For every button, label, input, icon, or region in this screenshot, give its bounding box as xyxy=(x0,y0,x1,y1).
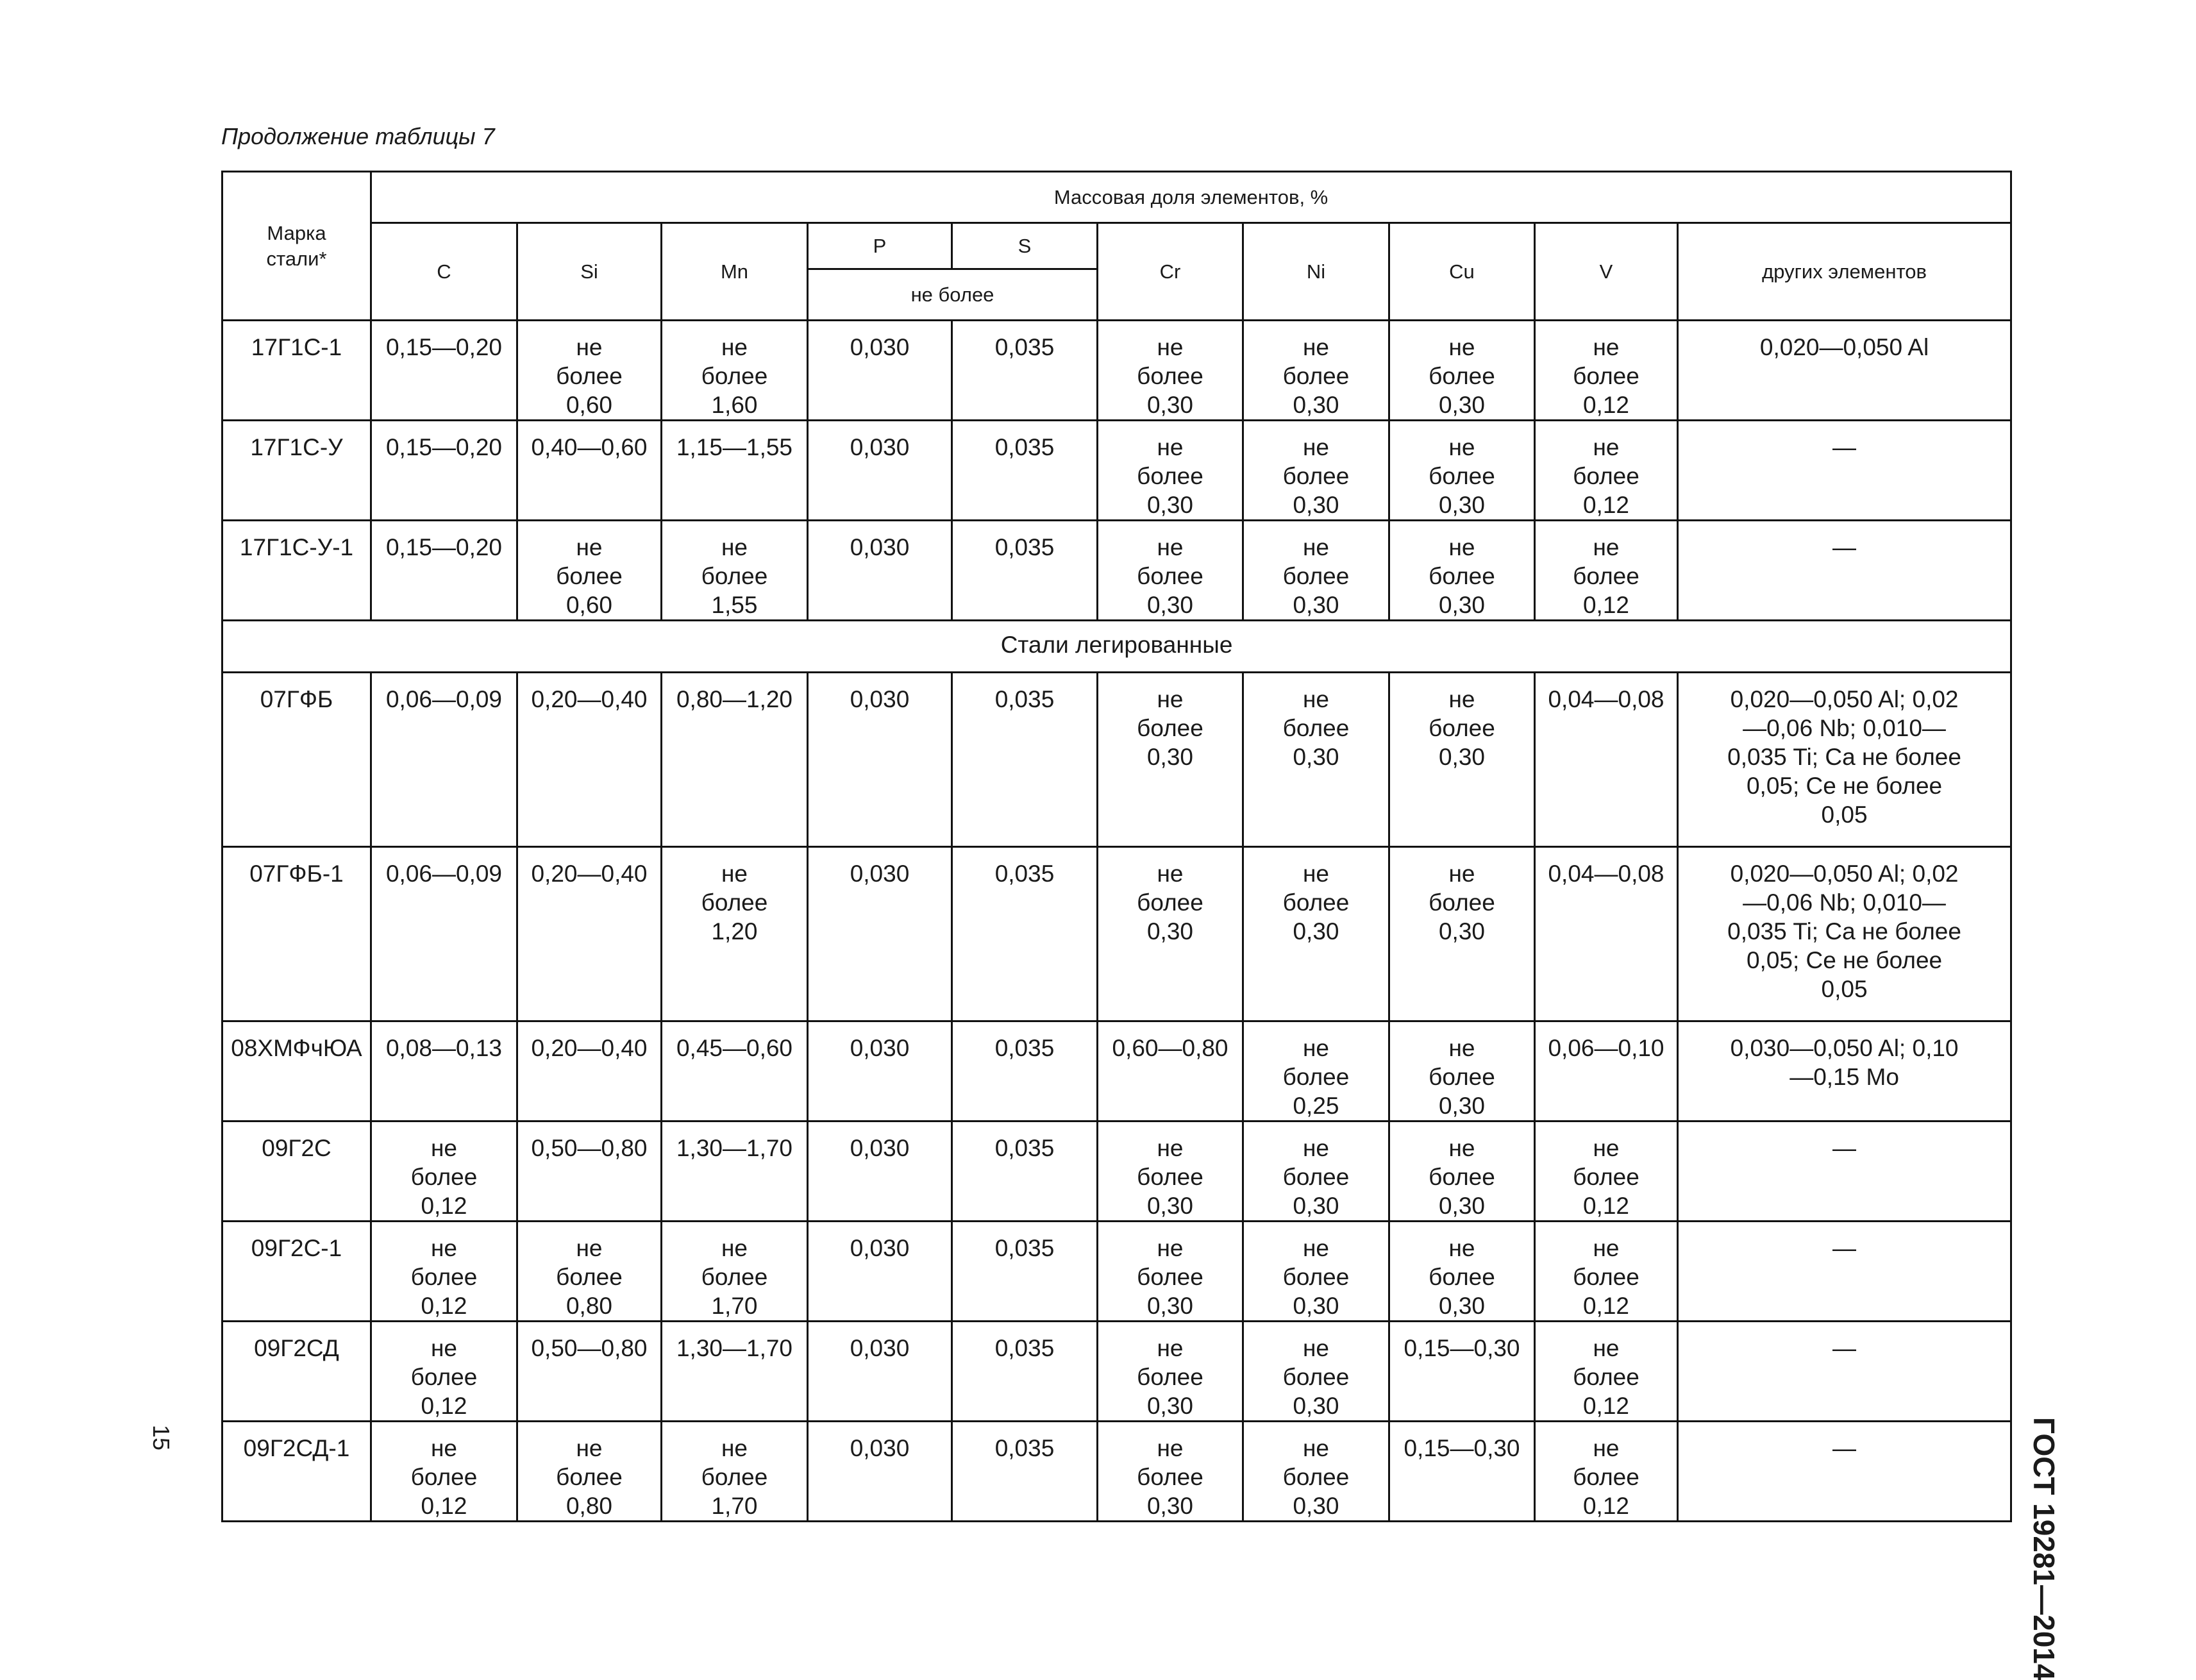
cell-p: 0,030 xyxy=(808,521,952,621)
cell-s: 0,035 xyxy=(952,673,1098,847)
cell-c: 0,15—0,20 xyxy=(371,521,517,621)
cell-v: не более 0,12 xyxy=(1535,1422,1678,1522)
cell-cr: не более 0,30 xyxy=(1098,673,1243,847)
cell-mn: 1,30—1,70 xyxy=(662,1322,808,1422)
cell-s: 0,035 xyxy=(952,1021,1098,1121)
cell-cu: не более 0,30 xyxy=(1389,673,1535,847)
document-number: ГОСТ 19281—2014 xyxy=(2027,1417,2061,1680)
cell-v: не более 0,12 xyxy=(1535,1222,1678,1322)
cell-cu: не более 0,30 xyxy=(1389,321,1535,421)
header-v: V xyxy=(1535,223,1678,321)
cell-v: не более 0,12 xyxy=(1535,421,1678,521)
cell-si: не более 0,80 xyxy=(517,1422,662,1522)
cell-cr: не более 0,30 xyxy=(1098,1222,1243,1322)
page-number: 15 xyxy=(148,1425,174,1451)
cell-cu: 0,15—0,30 xyxy=(1389,1322,1535,1422)
cell-v: не более 0,12 xyxy=(1535,521,1678,621)
header-cr: Cr xyxy=(1098,223,1243,321)
cell-s: 0,035 xyxy=(952,421,1098,521)
table-row xyxy=(222,1021,2011,1121)
cell-ni: не более 0,30 xyxy=(1243,1121,1389,1222)
header-ni: Ni xyxy=(1243,223,1389,321)
table-row xyxy=(222,1222,2011,1322)
cell-c: 0,15—0,20 xyxy=(371,421,517,521)
grade-header: Марка стали* xyxy=(222,172,371,321)
chemical-composition-table xyxy=(221,171,2012,1522)
cell-c: не более 0,12 xyxy=(371,1322,517,1422)
cell-c: 0,06—0,09 xyxy=(371,847,517,1021)
cell-cr: не более 0,30 xyxy=(1098,421,1243,521)
table-row xyxy=(222,321,2011,421)
cell-mn: 1,15—1,55 xyxy=(662,421,808,521)
cell-cr: не более 0,30 xyxy=(1098,1422,1243,1522)
cell-mn: 0,80—1,20 xyxy=(662,673,808,847)
cell-other: — xyxy=(1678,1222,2011,1322)
table-body-unalloyed xyxy=(222,321,2011,621)
cell-c: 0,08—0,13 xyxy=(371,1021,517,1121)
cell-si: 0,50—0,80 xyxy=(517,1121,662,1222)
header-not-more: не более xyxy=(808,269,1098,321)
cell-ni: не более 0,30 xyxy=(1243,847,1389,1021)
cell-grade: 17Г1С-У-1 xyxy=(222,521,371,621)
cell-grade: 09Г2С-1 xyxy=(222,1222,371,1322)
cell-grade: 07ГФБ xyxy=(222,673,371,847)
cell-v: не более 0,12 xyxy=(1535,1322,1678,1422)
cell-other: — xyxy=(1678,1422,2011,1522)
cell-other: 0,030—0,050 Al; 0,10—0,15 Mo xyxy=(1678,1021,2011,1121)
cell-s: 0,035 xyxy=(952,1422,1098,1522)
cell-grade: 09Г2СД-1 xyxy=(222,1422,371,1522)
cell-mn: не более 1,55 xyxy=(662,521,808,621)
cell-si: 0,50—0,80 xyxy=(517,1322,662,1422)
cell-other: — xyxy=(1678,1121,2011,1222)
cell-cr: не более 0,30 xyxy=(1098,1121,1243,1222)
cell-ni: не более 0,30 xyxy=(1243,521,1389,621)
cell-cu: не более 0,30 xyxy=(1389,1222,1535,1322)
cell-c: не более 0,12 xyxy=(371,1422,517,1522)
cell-v: 0,04—0,08 xyxy=(1535,673,1678,847)
cell-c: 0,06—0,09 xyxy=(371,673,517,847)
cell-other: — xyxy=(1678,521,2011,621)
cell-cr: не более 0,30 xyxy=(1098,321,1243,421)
cell-p: 0,030 xyxy=(808,673,952,847)
cell-ni: не более 0,30 xyxy=(1243,321,1389,421)
table-body-alloyed xyxy=(222,673,2011,1522)
cell-cr: не более 0,30 xyxy=(1098,847,1243,1021)
cell-mn: не более 1,70 xyxy=(662,1222,808,1322)
header-cu: Cu xyxy=(1389,223,1535,321)
header-s: S xyxy=(952,223,1098,269)
cell-si: не более 0,60 xyxy=(517,521,662,621)
cell-mn: не более 1,20 xyxy=(662,847,808,1021)
cell-other: — xyxy=(1678,421,2011,521)
cell-ni: не более 0,25 xyxy=(1243,1021,1389,1121)
cell-other: 0,020—0,050 Al; 0,02—0,06 Nb; 0,010—0,035 Ti; Ca не более 0,05; Ce не более 0,05 xyxy=(1678,673,2011,847)
cell-si: 0,40—0,60 xyxy=(517,421,662,521)
cell-si: 0,20—0,40 xyxy=(517,673,662,847)
cell-cu: не более 0,30 xyxy=(1389,1121,1535,1222)
cell-other: — xyxy=(1678,1322,2011,1422)
section-row xyxy=(222,621,2011,673)
cell-other: 0,020—0,050 Al xyxy=(1678,321,2011,421)
table-row xyxy=(222,1322,2011,1422)
cell-c: не более 0,12 xyxy=(371,1222,517,1322)
cell-grade: 09Г2С xyxy=(222,1121,371,1222)
cell-cu: не более 0,30 xyxy=(1389,521,1535,621)
cell-ni: не более 0,30 xyxy=(1243,1422,1389,1522)
cell-s: 0,035 xyxy=(952,847,1098,1021)
cell-p: 0,030 xyxy=(808,1322,952,1422)
cell-grade: 07ГФБ-1 xyxy=(222,847,371,1021)
cell-s: 0,035 xyxy=(952,1222,1098,1322)
cell-mn: 1,30—1,70 xyxy=(662,1121,808,1222)
cell-p: 0,030 xyxy=(808,1422,952,1522)
cell-v: 0,04—0,08 xyxy=(1535,847,1678,1021)
cell-mn: не более 1,70 xyxy=(662,1422,808,1522)
cell-si: не более 0,60 xyxy=(517,321,662,421)
header-c: C xyxy=(371,223,517,321)
table-row xyxy=(222,673,2011,847)
cell-cu: не более 0,30 xyxy=(1389,1021,1535,1121)
header-mn: Mn xyxy=(662,223,808,321)
cell-cu: не более 0,30 xyxy=(1389,847,1535,1021)
cell-cr: 0,60—0,80 xyxy=(1098,1021,1243,1121)
cell-ni: не более 0,30 xyxy=(1243,421,1389,521)
cell-p: 0,030 xyxy=(808,847,952,1021)
cell-v: не более 0,12 xyxy=(1535,321,1678,421)
table-row xyxy=(222,521,2011,621)
cell-p: 0,030 xyxy=(808,1121,952,1222)
header-p: P xyxy=(808,223,952,269)
cell-grade: 09Г2СД xyxy=(222,1322,371,1422)
cell-mn: не более 1,60 xyxy=(662,321,808,421)
cell-grade: 17Г1С-1 xyxy=(222,321,371,421)
cell-c: 0,15—0,20 xyxy=(371,321,517,421)
cell-mn: 0,45—0,60 xyxy=(662,1021,808,1121)
header-si: Si xyxy=(517,223,662,321)
mass-fraction-header: Массовая доля элементов, % xyxy=(371,172,2011,223)
cell-s: 0,035 xyxy=(952,521,1098,621)
cell-cu: 0,15—0,30 xyxy=(1389,1422,1535,1522)
header-other: других элементов xyxy=(1678,223,2011,321)
cell-ni: не более 0,30 xyxy=(1243,1222,1389,1322)
table-row xyxy=(222,421,2011,521)
cell-si: 0,20—0,40 xyxy=(517,1021,662,1121)
table-row xyxy=(222,847,2011,1021)
cell-grade: 17Г1С-У xyxy=(222,421,371,521)
cell-ni: не более 0,30 xyxy=(1243,1322,1389,1422)
cell-s: 0,035 xyxy=(952,1322,1098,1422)
cell-p: 0,030 xyxy=(808,321,952,421)
cell-p: 0,030 xyxy=(808,1222,952,1322)
table-row xyxy=(222,1422,2011,1522)
cell-grade: 08ХМФчЮА xyxy=(222,1021,371,1121)
cell-s: 0,035 xyxy=(952,321,1098,421)
section-title: Стали легированные xyxy=(222,621,2011,673)
cell-v: не более 0,12 xyxy=(1535,1121,1678,1222)
cell-cu: не более 0,30 xyxy=(1389,421,1535,521)
table-caption: Продолжение таблицы 7 xyxy=(221,123,495,149)
cell-p: 0,030 xyxy=(808,1021,952,1121)
cell-ni: не более 0,30 xyxy=(1243,673,1389,847)
cell-v: 0,06—0,10 xyxy=(1535,1021,1678,1121)
cell-c: не более 0,12 xyxy=(371,1121,517,1222)
cell-si: не более 0,80 xyxy=(517,1222,662,1322)
table-row xyxy=(222,1121,2011,1222)
cell-cr: не более 0,30 xyxy=(1098,1322,1243,1422)
cell-p: 0,030 xyxy=(808,421,952,521)
cell-si: 0,20—0,40 xyxy=(517,847,662,1021)
cell-other: 0,020—0,050 Al; 0,02—0,06 Nb; 0,010—0,035 Ti; Ca не более 0,05; Ce не более 0,05 xyxy=(1678,847,2011,1021)
cell-cr: не более 0,30 xyxy=(1098,521,1243,621)
cell-s: 0,035 xyxy=(952,1121,1098,1222)
